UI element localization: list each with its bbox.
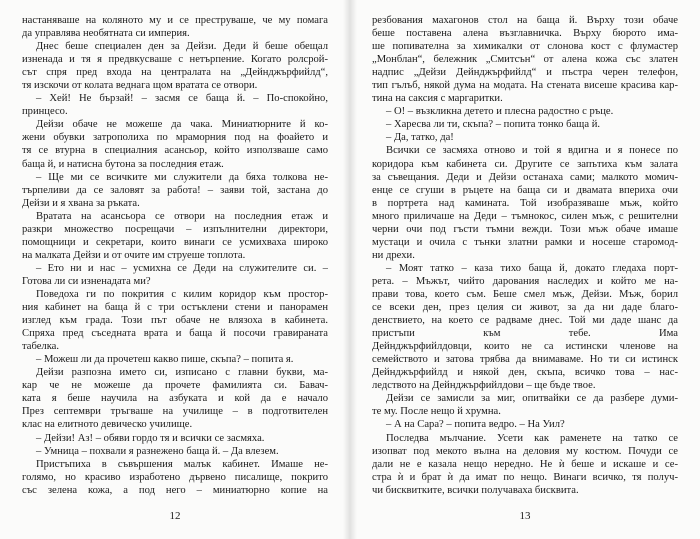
text-line: търпеливи да се заловят за работа! – заяви той, застана до: [22, 184, 328, 196]
text-line: ледството на Дейнджърфийлдови – ще бъде твое.: [372, 380, 596, 392]
text-line: Дейзи разпозна името си, изписано с главни букви, ма-: [36, 367, 328, 379]
text-line: Пристъпиха в съвършения малък кабинет. Имаше не-: [36, 458, 328, 470]
text-line: Дейзи обаче не можеше да чака. Миниатюрните й ко-: [36, 119, 328, 131]
text-line: – Моят татко – каза тихо баща й, докато гледаха порт-: [386, 262, 678, 274]
book-gutter: [343, 0, 357, 539]
text-line: Дейзи се замисли за миг, опитвайки се да разбере думи-: [386, 393, 678, 405]
text-line: – Харесва ли ти, скъпа? – попита тонко баща й.: [386, 119, 601, 131]
text-line: мустаци и очила с тънки златни рамки и носеше старомод-: [372, 236, 678, 248]
text-line: те му. После нещо й хрумна.: [372, 406, 501, 418]
text-line: Готова ли си изненадата ми?: [22, 275, 151, 287]
text-line: дали не е казала нещо нередно. Не ѝ беше и искаше и се-: [372, 458, 678, 470]
left-page-text: [22, 14, 328, 497]
text-line: – Можеш ли да прочетеш какво пише, скъпа? – попита я.: [36, 354, 294, 366]
left-page-number: 12: [169, 510, 181, 522]
text-line: надпис „Дейзи Дейнджърфийлд“ и пъстра черен телефон,: [372, 67, 678, 79]
text-line: – Хей! Не бързай! – засмя се баща й. – По-спокойно,: [36, 93, 328, 105]
text-line: Дейзи и я хвана за ръката.: [22, 197, 140, 209]
text-line: семейството и затова трябва да внимаваме. Но ти си истинск: [372, 354, 678, 366]
text-line: – О! – възкликна детето и плесна радостно с ръце.: [386, 106, 614, 118]
text-line: чи бисквитките, всички получаваха бисквита.: [372, 484, 579, 496]
text-line: стра ѝ и брат ѝ да имат по нещо. Винаги всичко, тя получ-: [372, 471, 678, 483]
text-line: „Монблан“, бележник „Смитсън“ от алена кожа със златен: [372, 54, 678, 66]
right-page-text: [372, 14, 678, 497]
right-page-number: 13: [519, 510, 531, 522]
text-line: помощници и секретари, които винаги се усмихваха широко: [22, 236, 328, 248]
text-line: в портрета над камината. Той изобразяваше мъж, който: [372, 197, 678, 209]
text-line: се всеки ден, през целия си живот, за да ни даде благо-: [372, 302, 678, 314]
text-line: Поведоха ги по покрития с килим коридор към простор-: [36, 288, 328, 300]
text-line: клас на елитното девическо училище.: [22, 419, 193, 431]
text-line: изненада и тя я предвкусваше с нетърпение. Когато ролсрой-: [22, 54, 328, 66]
text-line: Дейнджърфийлдовци, които не са истински членове на: [372, 341, 678, 353]
text-line: черни очи под гъсти тъмни вежди. Този мъж обаче имаше: [372, 223, 678, 235]
text-line: много приличаше на Деди – тъмнокос, силен мъж, с решителни: [372, 210, 678, 222]
text-line: прави това, което съм. Беше смел мъж, Дейзи. Мъж, борил: [372, 288, 678, 300]
text-line: – Ще ми се всичките ми служители да бяха толкова не-: [36, 171, 328, 183]
text-line: жени обувки затрополиха по мраморния под на фоайето и: [22, 132, 328, 144]
text-line: табелка.: [22, 341, 60, 353]
text-line: През септември тръгваше на училище – в подготвителен: [22, 406, 328, 418]
text-line: енце се сгуши в ръцете на баща си и двамата впериха очи: [372, 184, 678, 196]
text-line: със зелена кожа, а под него – миниатюрно копие на: [22, 484, 328, 496]
text-line: – Ето ни и нас – усмихна се Деди на служителите си. –: [36, 262, 328, 274]
text-line: ше попивателна за химикалки от слонова кост с флумастер: [372, 41, 678, 53]
text-line: Дейнджърфийлд и някой ден, скъпа, всичко това – нас-: [372, 367, 678, 379]
text-line: за съвещания. Деди и Дейзи останаха сами; малкото момич-: [372, 171, 678, 183]
text-line: настаняваше на коляното му и се преструваше, че му помага: [22, 15, 328, 26]
text-line: Последва мълчание. Усети как раменете на татко се: [386, 432, 678, 444]
text-line: рета. – Мъжът, чийто дарования наследих и който ме на-: [372, 275, 678, 287]
text-line: сът спря пред входа на централата на „Дейнджърфийлд“,: [22, 67, 328, 79]
text-line: коридора към кабинета си. Другите се запътиха към залата: [372, 158, 678, 170]
text-line: изопват под мекото вълна на деловия му костюм. Почуди се: [372, 445, 678, 457]
text-line: резбования махагонов стол на баща й. Върху този обаче: [372, 15, 678, 26]
text-line: да управлява необятната си империя.: [22, 28, 190, 40]
text-line: беше поставена алена възглавничка. Върху бюрото има-: [372, 28, 678, 40]
text-line: изглед към града. Този път обаче не влязоха в кабинета.: [22, 315, 328, 327]
text-line: Всички се засмяха отново и той я вдигна и я понесе по: [386, 145, 678, 157]
text-line: ни дрехи.: [372, 249, 415, 261]
text-line: Днес беше специален ден за Дейзи. Деди й беше обещал: [36, 41, 328, 53]
text-line: принцесо.: [22, 106, 68, 118]
text-line: – Умница – похвали я разнежено баща й. – Да влезем.: [36, 445, 279, 457]
text-line: денствието, на което се радваме днес. Той ми даде шанс да: [372, 315, 678, 327]
text-line: пристъпи към тебе. Има: [372, 328, 678, 340]
text-line: тя изскочи от колата веднага щом вратата се отвори.: [22, 80, 258, 92]
text-line: тип гълъб, някой дума на модата. На стената висеше красива кар-: [372, 80, 678, 92]
text-line: разкри множество посрещачи – изпълнителни директори,: [22, 223, 328, 235]
text-line: голямо, но красиво изработено дървено писалище, покрито: [22, 471, 328, 483]
text-line: – Дейзи! Аз! – обяви гордо тя и всички се засмяха.: [36, 432, 265, 444]
text-line: ния кабинет на баща й с три остъклени стени и панорамен: [22, 302, 328, 314]
text-line: тя се втурна в специалния асансьор, който използваше само: [22, 145, 328, 157]
right-page: [350, 0, 700, 539]
text-line: баща й, и натисна бутона за последния етаж.: [22, 158, 224, 170]
text-line: Вратата на асансьора се отвори на последния етаж и: [36, 210, 328, 222]
text-line: ката я беше научила на азбуката и кой да е начало: [22, 393, 328, 405]
text-line: кар че не можеше да прочете фамилията си. Бавач-: [22, 380, 328, 392]
text-line: – А на Сара? – попита ведро. – На Уил?: [386, 419, 565, 431]
text-line: тина на саксия с маргаритки.: [372, 93, 503, 105]
text-line: Спряха пред съседната врата и баща й посочи гравираната: [22, 328, 328, 340]
text-line: – Да, татко, да!: [386, 132, 454, 144]
text-line: на малката Дейзи и от очите им струеше топлота.: [22, 249, 246, 261]
